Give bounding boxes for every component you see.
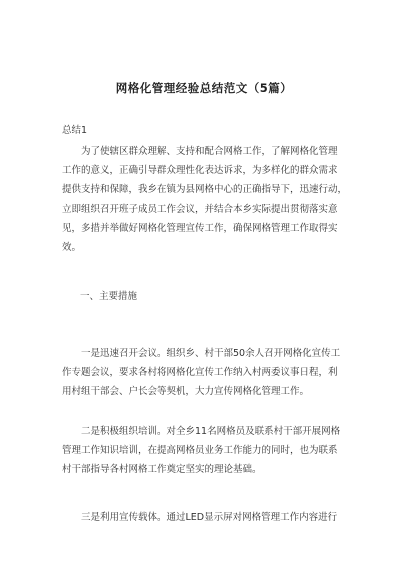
paragraph-line: 作专题会议，要求各村将网格化宣传工作纳入村两委议事日程，利 (62, 367, 338, 379)
paragraph-line: 为了使辖区群众理解、支持和配合网格工作，了解网格化管理 (81, 146, 338, 157)
paragraph-line: 二是积极组织培训。对全乡11名网格员及联系村干部开展网格 (81, 426, 341, 437)
section-heading: 一、主要措施 (80, 291, 138, 302)
paragraph-line: 村干部指导各村网格工作奠定坚实的理论基础。 (62, 464, 262, 476)
paragraph-line: 立即组织召开班子成员工作会议，并结合本乡实际提出贯彻落实意 (62, 203, 338, 215)
paragraph-line: 三是利用宣传载体。通过LED显示屏对网格管理工作内容进行 (81, 512, 338, 523)
section-label: 总结1 (62, 125, 88, 136)
paragraph-line: 见，多措并举做好网格化管理宣传工作，确保网格管理工作取得实 (62, 222, 338, 234)
document-title: 网格化管理经验总结范文（5篇） (115, 81, 293, 95)
paragraph-line: 提供支持和保障，我乡在镇为县网格中心的正确指导下，迅速行动， (62, 184, 348, 196)
intro-paragraph (62, 142, 352, 257)
measure-paragraph-1 (62, 344, 352, 402)
paragraph-line: 工作的意义，正确引导群众理性化表达诉求，为多样化的群众需求 (62, 165, 338, 177)
paragraph-line: 效。 (62, 241, 82, 253)
measure-paragraph-3 (62, 508, 352, 527)
paragraph-line: 用村组干部会、户长会等契机，大力宣传网格化管理工作。 (62, 386, 310, 398)
measure-paragraph-2 (62, 422, 352, 480)
paragraph-line: 一是迅速召开会议。组织乡、村干部50余人召开网格化宣传工 (81, 348, 341, 359)
paragraph-line: 管理工作知识培训，在提高网格员业务工作能力的同时，也为联系 (62, 445, 338, 457)
